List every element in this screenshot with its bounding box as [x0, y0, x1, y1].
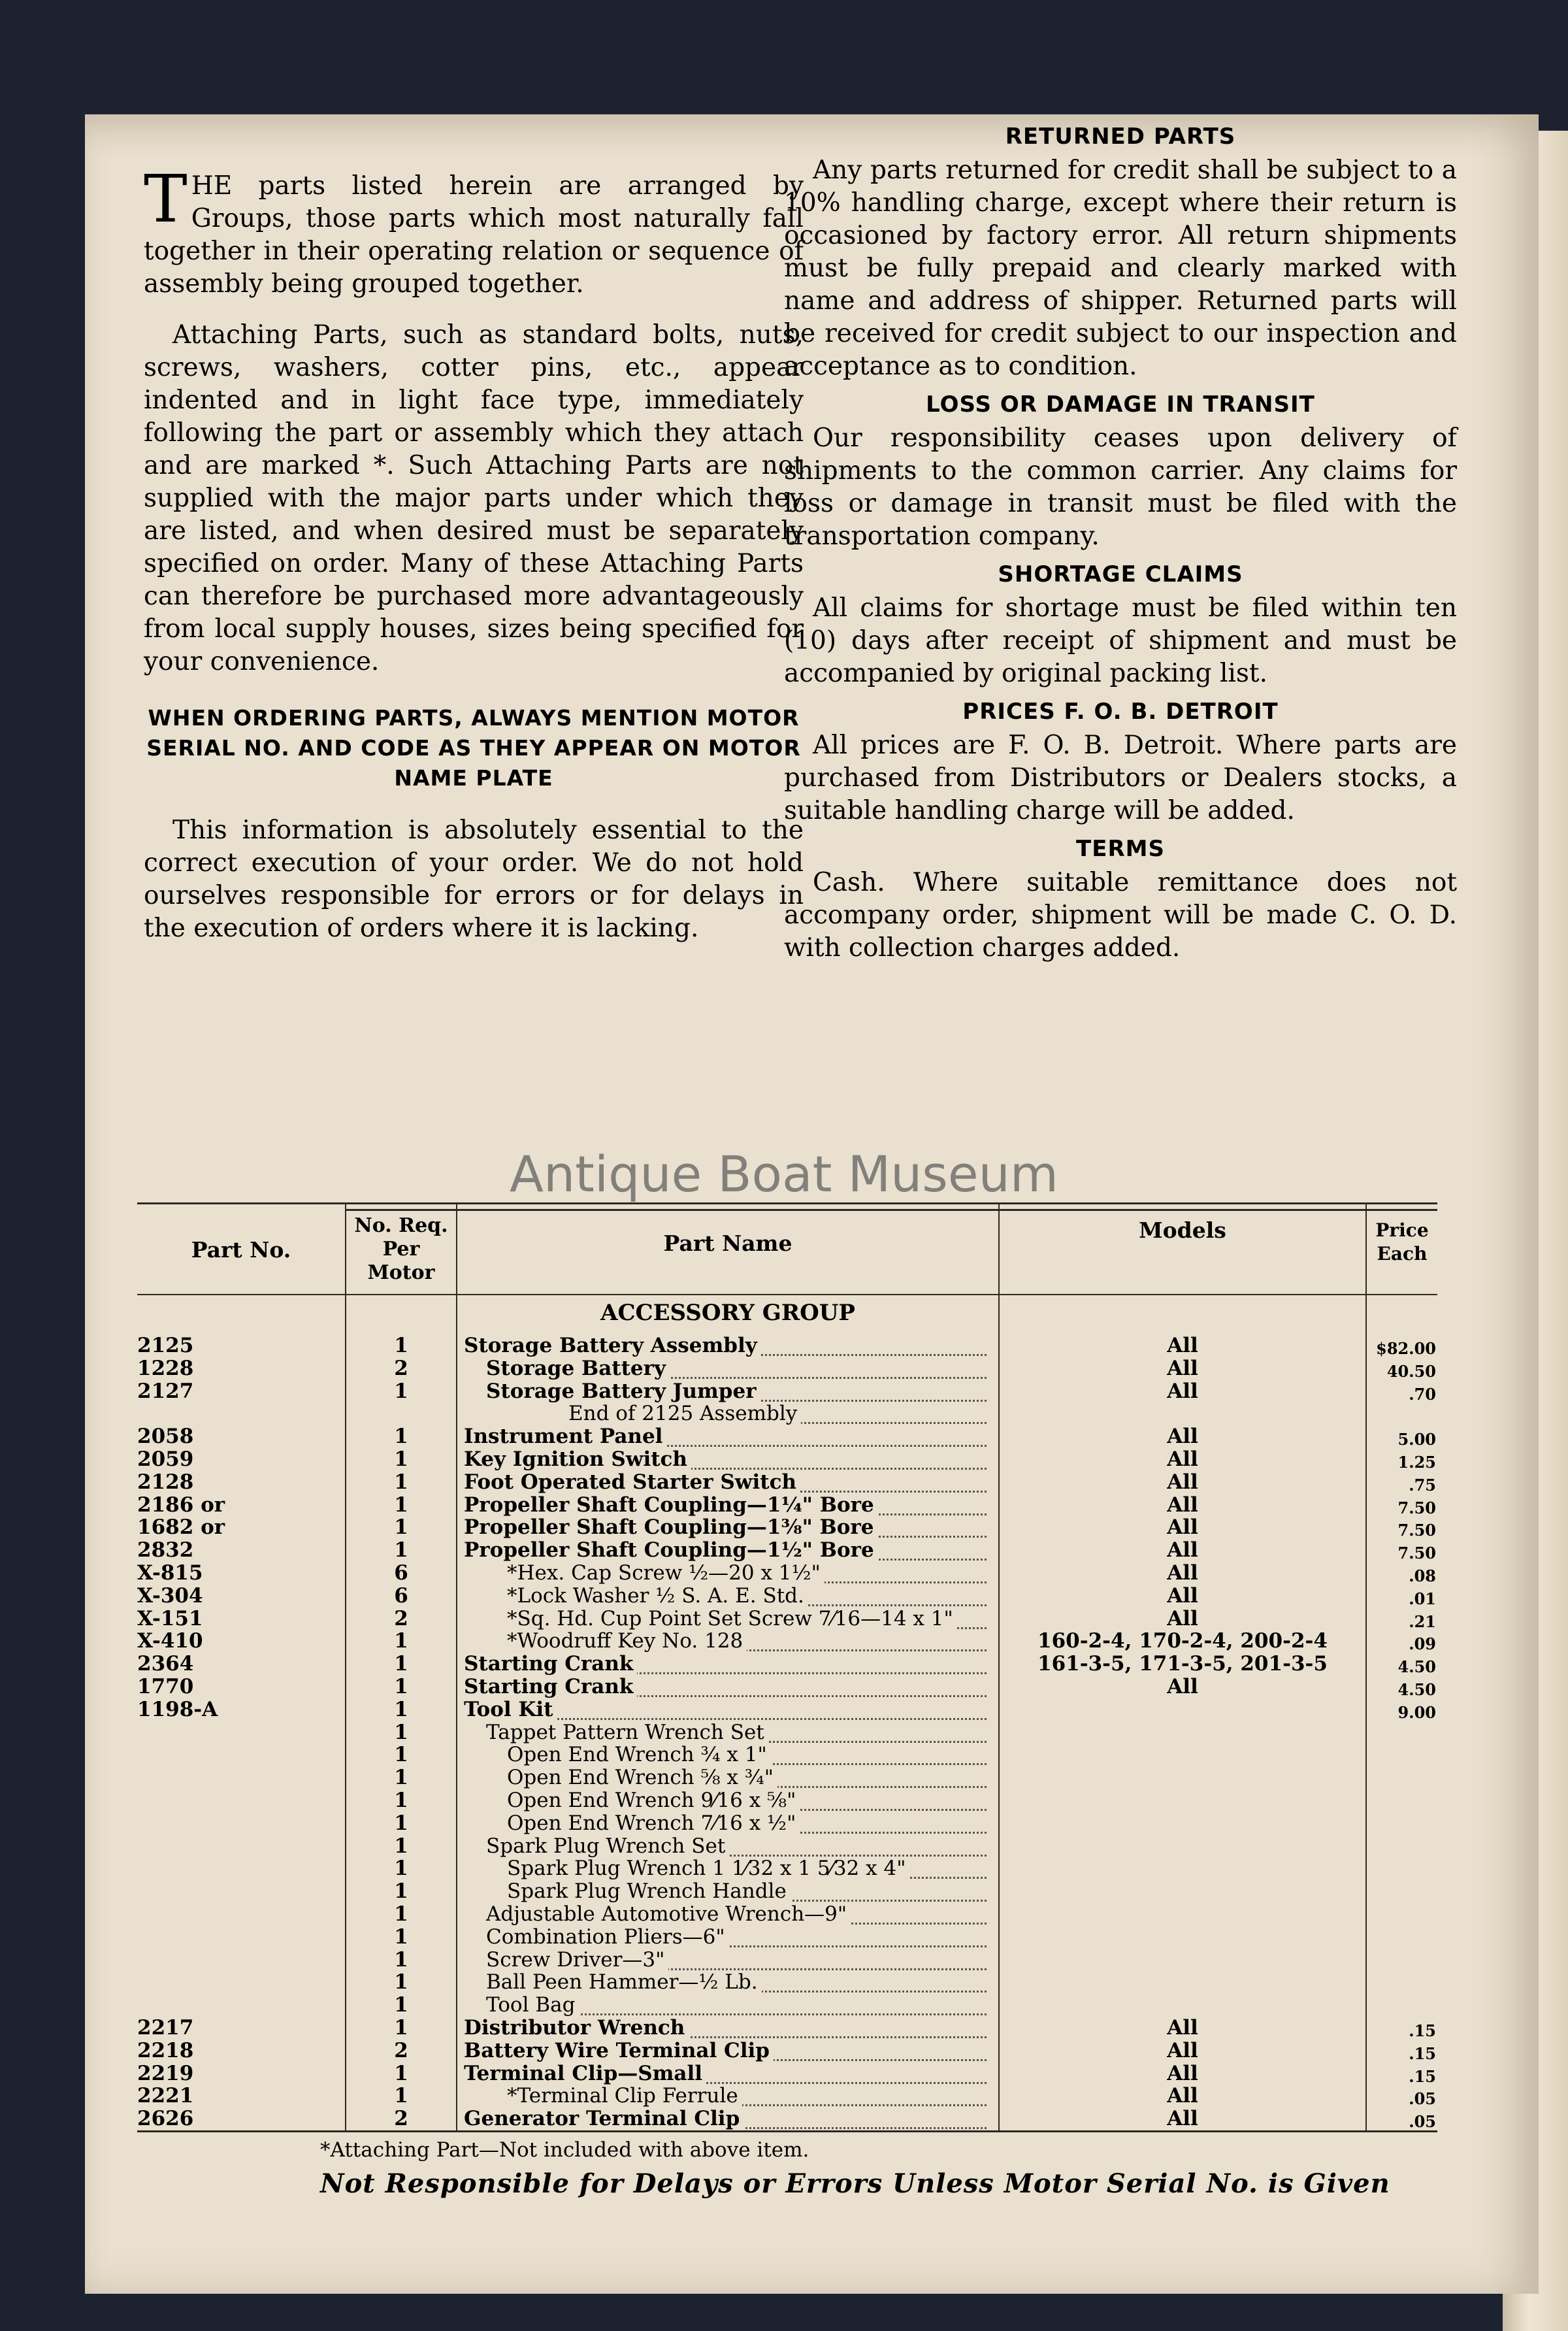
intro-paragraph-1: [144, 161, 804, 301]
part-number: X-815: [137, 1561, 203, 1585]
quantity: 1: [394, 1789, 408, 1812]
part-name: Spark Plug Wrench Set: [486, 1835, 729, 1858]
part-name: Generator Terminal Clip: [464, 2108, 743, 2130]
models-value: All: [1167, 1356, 1198, 1380]
quantity: 1: [394, 2084, 408, 2108]
quantity: 1: [394, 1425, 408, 1449]
part-number: 2626: [137, 2107, 194, 2131]
part-name: Spark Plug Wrench Handle: [507, 1880, 791, 1903]
quantity: 1: [394, 1652, 408, 1676]
policies-column: [784, 118, 1457, 971]
part-name: *Hex. Cap Screw ½—20 x 1½": [507, 1562, 825, 1585]
policy-title: LOSS OR DAMAGE IN TRANSIT: [926, 391, 1315, 418]
models-value: All: [1167, 1561, 1198, 1585]
price-value: 9.00: [1397, 1702, 1436, 1722]
quantity: 2: [394, 2038, 408, 2062]
part-number: 2127: [137, 1379, 194, 1403]
price-value: 1.25: [1397, 1453, 1436, 1472]
part-name: Starting Crank: [464, 1676, 637, 1698]
part-number: 1682 or: [137, 1515, 225, 1540]
price-value: 4.50: [1397, 1657, 1436, 1677]
part-name: Tappet Pattern Wrench Set: [486, 1721, 768, 1744]
part-number: 2059: [137, 1447, 194, 1471]
price-value: .70: [1409, 1384, 1436, 1404]
part-name: Battery Wire Terminal Clip: [464, 2040, 774, 2062]
part-name: Storage Battery Assembly: [464, 1334, 761, 1357]
models-value: All: [1167, 1334, 1198, 1357]
quantity: 1: [394, 1743, 408, 1767]
part-name: *Terminal Clip Ferrule: [507, 2085, 742, 2108]
ordering-heading: WHEN ORDERING PARTS, ALWAYS MENTION MOTOR SERIAL NO. AND CODE AS THEY APPEAR ON MOTOR NAME PLATE: [146, 705, 801, 791]
part-name: Key Ignition Switch: [464, 1448, 691, 1471]
policy-title: SHORTAGE CLAIMS: [998, 561, 1243, 587]
quantity: 1: [394, 1334, 408, 1357]
intro-text-1: HE parts listed herein are arranged by Groups, those parts which most naturally fall together in their operating relation or sequence of assembly being grouped together.: [144, 171, 804, 299]
price-value: .15: [1409, 2043, 1436, 2063]
part-number: X-304: [137, 1583, 203, 1608]
part-number: 2221: [137, 2084, 194, 2108]
quantity: 1: [394, 1629, 408, 1653]
part-number: 2186 or: [137, 1493, 225, 1517]
quantity: 1: [394, 1970, 408, 1994]
quantity: 1: [394, 2061, 408, 2085]
header-part-no: Part No.: [191, 1237, 291, 1263]
part-name: Open End Wrench ⅝ x ¾": [507, 1766, 777, 1789]
part-name: Instrument Panel: [464, 1425, 666, 1448]
part-name: Open End Wrench 9⁄16 x ⅝": [507, 1789, 800, 1812]
part-name: Propeller Shaft Coupling—1½" Bore: [464, 1539, 878, 1562]
models-value: All: [1167, 1379, 1198, 1403]
ordering-text: This information is absolutely essential to the correct execution of your order. We do not hold ourselves responsible for errors or for delays in the execution of orders where it is lacking.: [144, 816, 804, 943]
quantity: 1: [394, 1470, 408, 1494]
part-name: *Sq. Hd. Cup Point Set Screw 7⁄16—14 x 1": [507, 1608, 957, 1630]
quantity: 1: [394, 1879, 408, 1904]
price-value: .21: [1409, 1612, 1436, 1631]
policy-title: PRICES F. O. B. DETROIT: [962, 699, 1279, 725]
price-value: 7.50: [1397, 1498, 1436, 1517]
policy-text: Any parts returned for credit shall be subject to a 10% handling charge, except where their return is occasioned by factory error. All return shipments must be fully prepaid and clearly marked with name and address of shipper. Returned parts will be received for credit subject to our inspection and acceptance as to condition.: [784, 156, 1457, 381]
part-name: Combination Pliers—6": [486, 1926, 729, 1949]
policy-text: All claims for shortage must be filed within ten (10) days after receipt of shipment and must be accompanied by original packing list.: [784, 593, 1457, 688]
quantity: 1: [394, 1697, 408, 1721]
part-number: 2364: [137, 1652, 194, 1676]
col-divider: [456, 1202, 457, 2130]
part-number: X-151: [137, 1606, 203, 1630]
header-models: Models: [1139, 1217, 1226, 1243]
part-number: 1198-A: [137, 1697, 218, 1721]
part-name: Open End Wrench 7⁄16 x ½": [507, 1812, 800, 1835]
intro-column: [144, 161, 804, 963]
models-value: 160-2-4, 170-2-4, 200-2-4: [1037, 1629, 1328, 1653]
models-value: All: [1167, 1675, 1198, 1698]
quantity: 1: [394, 1766, 408, 1790]
part-number: 2218: [137, 2038, 194, 2062]
header-rule: [137, 1294, 1437, 1295]
part-number: 2058: [137, 1425, 194, 1449]
drop-cap: T: [144, 161, 188, 237]
quantity: 1: [394, 1447, 408, 1471]
quantity: 1: [394, 1515, 408, 1540]
models-value: All: [1167, 1425, 1198, 1449]
models-value: 161-3-5, 171-3-5, 201-3-5: [1037, 1652, 1328, 1676]
part-name: Storage Battery Jumper: [486, 1380, 760, 1403]
price-value: $82.00: [1376, 1339, 1436, 1358]
quantity: 2: [394, 1356, 408, 1380]
price-value: .15: [1409, 2021, 1436, 2040]
part-name: Starting Crank: [464, 1653, 637, 1676]
part-number: 2832: [137, 1538, 194, 1562]
quantity: 1: [394, 1993, 408, 2017]
price-value: 4.50: [1397, 1680, 1436, 1699]
quantity: 1: [394, 1811, 408, 1835]
watermark: Antique Boat Museum: [510, 1145, 1058, 1203]
footer-disclaimer: Not Responsible for Delays or Errors Unless Motor Serial No. is Given: [320, 2168, 1390, 2199]
quantity: 1: [394, 1720, 408, 1744]
models-value: All: [1167, 1470, 1198, 1494]
models-value: All: [1167, 2016, 1198, 2040]
quantity: 6: [394, 1561, 408, 1585]
policy-title: RETURNED PARTS: [1005, 124, 1236, 150]
part-number: X-410: [137, 1629, 203, 1653]
models-value: All: [1167, 1538, 1198, 1562]
part-number: 2217: [137, 2016, 194, 2040]
part-number: 2125: [137, 1334, 194, 1357]
part-number: 1228: [137, 1356, 194, 1380]
quantity: 1: [394, 1493, 408, 1517]
price-value: 7.50: [1397, 1521, 1436, 1540]
part-name: Propeller Shaft Coupling—1⅜" Bore: [464, 1516, 877, 1539]
header-no-req: No. Req. Per Motor: [354, 1214, 448, 1284]
price-value: .01: [1409, 1589, 1436, 1608]
models-value: All: [1167, 1515, 1198, 1540]
part-name: *Woodruff Key No. 128: [507, 1630, 747, 1653]
part-name: Terminal Clip—Small: [464, 2062, 706, 2085]
parts-table: [137, 1189, 1437, 2143]
intro-paragraph-2: Attaching Parts, such as standard bolts, nuts, screws, washers, cotter pins, etc., appear indented and in light face type, immediately following the part or assembly which they attach and are marked *. Such Attaching Parts are not supplied with the major parts under which they are listed, and when desired must be separately specified on order. Many of these Attaching Parts can therefore be purchased more advantageously from local supply houses, sizes being specified for your convenience.: [144, 320, 804, 676]
price-value: .05: [1409, 2112, 1436, 2132]
price-value: .08: [1409, 1566, 1436, 1585]
part-name: Distributor Wrench: [464, 2017, 689, 2040]
part-name: Propeller Shaft Coupling—1¼" Bore: [464, 1494, 878, 1517]
quantity: 2: [394, 2107, 408, 2131]
part-name: Open End Wrench ¾ x 1": [507, 1744, 771, 1766]
quantity: 1: [394, 1675, 408, 1698]
footnote: *Attaching Part—Not included with above item.: [320, 2138, 809, 2162]
models-value: All: [1167, 2038, 1198, 2062]
table-top-rule-2: [346, 1209, 1437, 1211]
policy-text: Cash. Where suitable remittance does not accompany order, shipment will be made C. O. D. with collection charges added.: [784, 868, 1457, 963]
header-part-name: Part Name: [663, 1231, 792, 1256]
quantity: 1: [394, 1925, 408, 1949]
part-number: 1770: [137, 1675, 194, 1698]
models-value: All: [1167, 2084, 1198, 2108]
quantity: 1: [394, 1538, 408, 1562]
price-value: .15: [1409, 2066, 1436, 2086]
quantity: 2: [394, 1606, 408, 1630]
price-value: .05: [1409, 2089, 1436, 2109]
part-name: Spark Plug Wrench 1 1⁄32 x 1 5⁄32 x 4": [507, 1857, 909, 1880]
table-bottom-rule: [137, 2130, 1437, 2132]
part-name: Storage Battery: [486, 1357, 670, 1380]
part-number: 2128: [137, 1470, 194, 1494]
quantity: 1: [394, 1834, 408, 1858]
part-name: Screw Driver—3": [486, 1949, 668, 1972]
models-value: All: [1167, 1606, 1198, 1630]
quantity: 6: [394, 1583, 408, 1608]
quantity: 1: [394, 1857, 408, 1881]
models-value: All: [1167, 1447, 1198, 1471]
models-value: All: [1167, 1493, 1198, 1517]
policy-text: All prices are F. O. B. Detroit. Where parts are purchased from Distributors or Dealers stocks, a suitable handling charge will be added.: [784, 731, 1457, 825]
part-name: Tool Bag: [486, 1994, 579, 2017]
quantity: 1: [394, 1379, 408, 1403]
part-name: Tool Kit: [464, 1698, 557, 1721]
price-value: 5.00: [1397, 1430, 1436, 1449]
price-value: 7.50: [1397, 1544, 1436, 1563]
quantity: 1: [394, 1902, 408, 1926]
price-value: .09: [1409, 1634, 1436, 1654]
models-value: All: [1167, 2107, 1198, 2131]
part-number: 2219: [137, 2061, 194, 2085]
part-name: Ball Peen Hammer—½ Lb.: [486, 1971, 762, 1994]
models-value: All: [1167, 2061, 1198, 2085]
header-price: Price Each: [1375, 1219, 1429, 1265]
col-divider: [1365, 1202, 1367, 2130]
part-name: Adjustable Automotive Wrench—9": [486, 1903, 851, 1926]
part-name: Foot Operated Starter Switch: [464, 1471, 800, 1494]
policy-title: TERMS: [1076, 836, 1165, 862]
models-value: All: [1167, 1583, 1198, 1608]
price-value: 40.50: [1386, 1361, 1436, 1381]
quantity: 1: [394, 2016, 408, 2040]
quantity: 1: [394, 1947, 408, 1972]
part-name: End of 2125 Assembly: [568, 1402, 801, 1425]
price-value: .75: [1409, 1475, 1436, 1495]
policy-text: Our responsibility ceases upon delivery of shipments to the common carrier. Any claims for loss or damage in transit must be filed with the transportation company.: [784, 423, 1457, 551]
group-title: ACCESSORY GROUP: [600, 1300, 855, 1326]
part-name: *Lock Washer ½ S. A. E. Std.: [507, 1585, 808, 1608]
